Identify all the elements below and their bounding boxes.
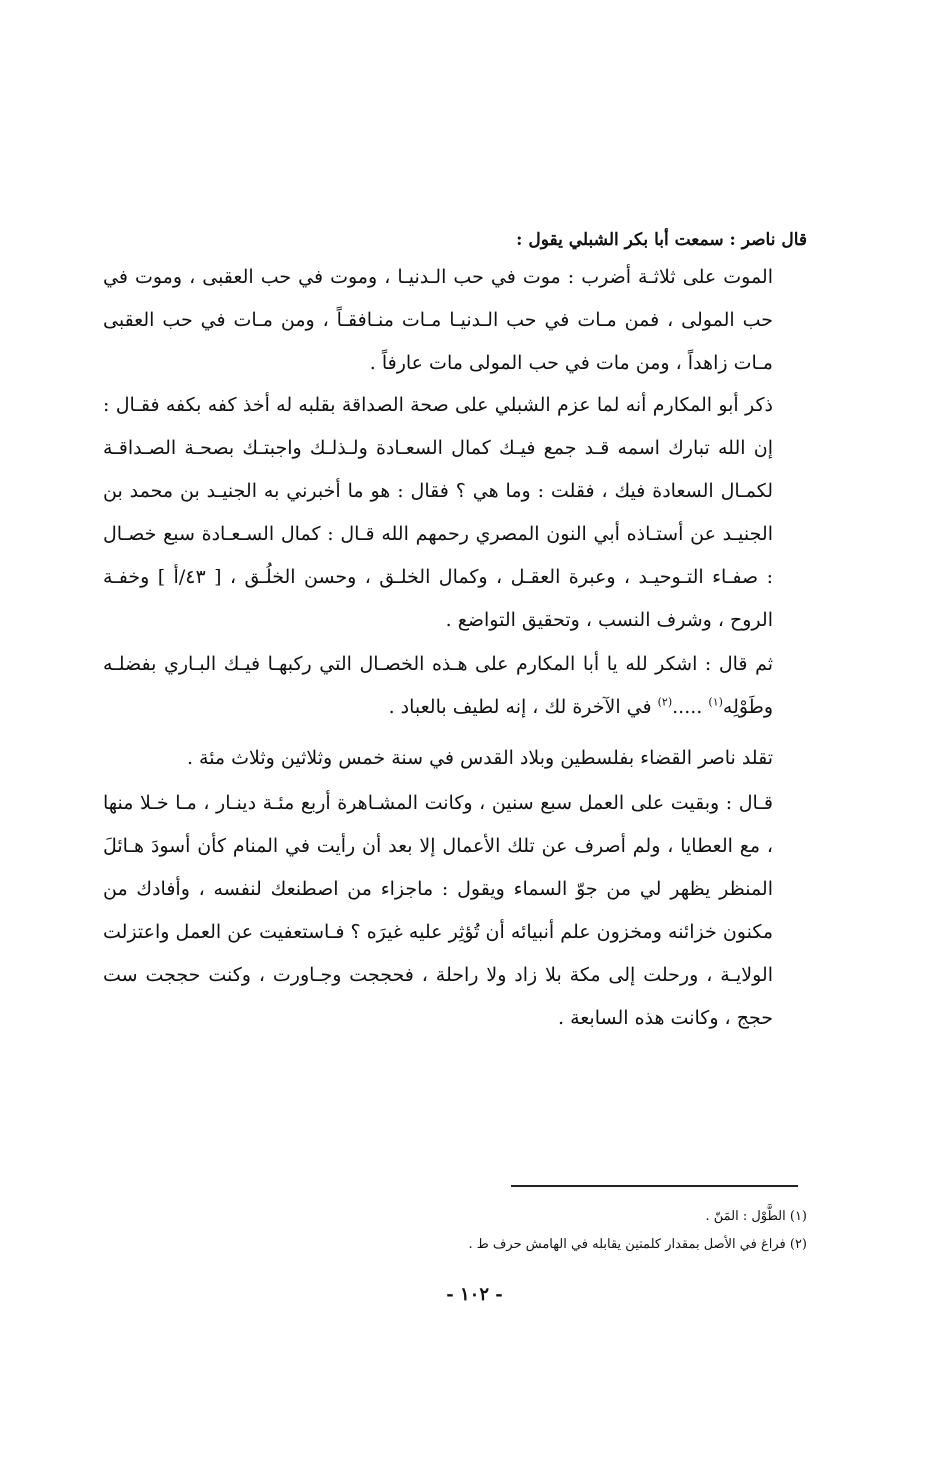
paragraph-1: الموت على ثلاثـة أضرب : موت في حب الـدنيـا ، وموت في حب العقبى ، وموت في حب المولى ، فمن مـات في حب الـدنيـا مـات منـافقـاً ، ومن مـات في حب العقبى مـات زاهداً ، ومن مات في حب المولى مات عارفاً .	[103, 266, 773, 374]
paragraph-5: قـال : وبقيت على العمل سبع سنين ، وكانت المشـاهرة أربع مئـة دينـار ، مـا خـلا منها ، مع العطايا ، ولم أصرف عن تلك الأعمال إلا بعد أن رأيت في المنام كأن أسودَ هـائلَ المنظر يظهر لي من جوّ السماء ويقول : ماجزاء من اصطنعك لنفسه ، وأفادك من مكنون خزائنه ومخزون علم أنبيائه أن تُؤثِر عليه غيرَه ؟ فـاستعفيت عن العمل واعتزلت الولايـة ، ورحلت إلى مكة بلا زاد ولا راحلة ، فحججت وجـاورت ، وكنت حججت ست حجج ، وكانت هذه السابعة .	[103, 792, 773, 1029]
footnote-1: (١) الطَّوْل : المَنّ .	[705, 1209, 807, 1224]
paragraph-2: ذكر أبو المكارم أنه لما عزم الشبلي على صحة الصداقة بقلبه له أخذ كفه بكفه فقـال : إن الله تبارك اسمه قـد جمع فيـك كمال السعـادة ولـذلـك واجبتـك بصحـة الصـداقـة لكمـال السعادة فيك ، فقلت : وما هي ؟ فقال : هو ما أخبرني به الجنيـد بن محمد بن الجنيـد عن أستـاذه أبي النون المصري رحمهم الله قـال : كمال السـعـادة سبع خصـال : صفـاء التـوحيـد ، وعبرة العقـل ، وكمال الخلـق ، وحسن الخلُـق ، [ ٤٣/أ ] وخفـة الروح ، وشرف النسب ، وتحقيق التواضع .	[103, 394, 773, 631]
footnotes	[137, 1203, 807, 1259]
footnote-2: (٢) فراغ في الأصل بمقدار كلمتين يقابله في الهامش حرف ط .	[468, 1237, 807, 1252]
footnote-ref-2: (٢)	[657, 695, 673, 709]
footnote-ref-1: (١)	[708, 695, 723, 709]
paragraph-3	[103, 643, 807, 729]
page-number: - ١٠٢ -	[446, 1284, 503, 1305]
footnote-divider	[511, 1185, 798, 1187]
paragraph-3-text-start: ثم قال : اشكر لله يا أبا المكارم على هـذه الخصـال التي ركبهـا فيـك البـاري بفضلـه وطَوْلِه	[103, 653, 773, 718]
section-heading: قال ناصر : سمعت أبا بكر الشبلي يقول :	[516, 230, 807, 250]
paragraph-4: تقلد ناصر القضاء بفلسطين وبلاد القدس في سنة خمس وثلاثين وثلاث مئة .	[186, 747, 773, 769]
paragraph-3-ellipsis: .....	[672, 696, 709, 718]
paragraph-3-text-end: في الآخرة لك ، إنه لطيف بالعباد .	[388, 696, 658, 718]
